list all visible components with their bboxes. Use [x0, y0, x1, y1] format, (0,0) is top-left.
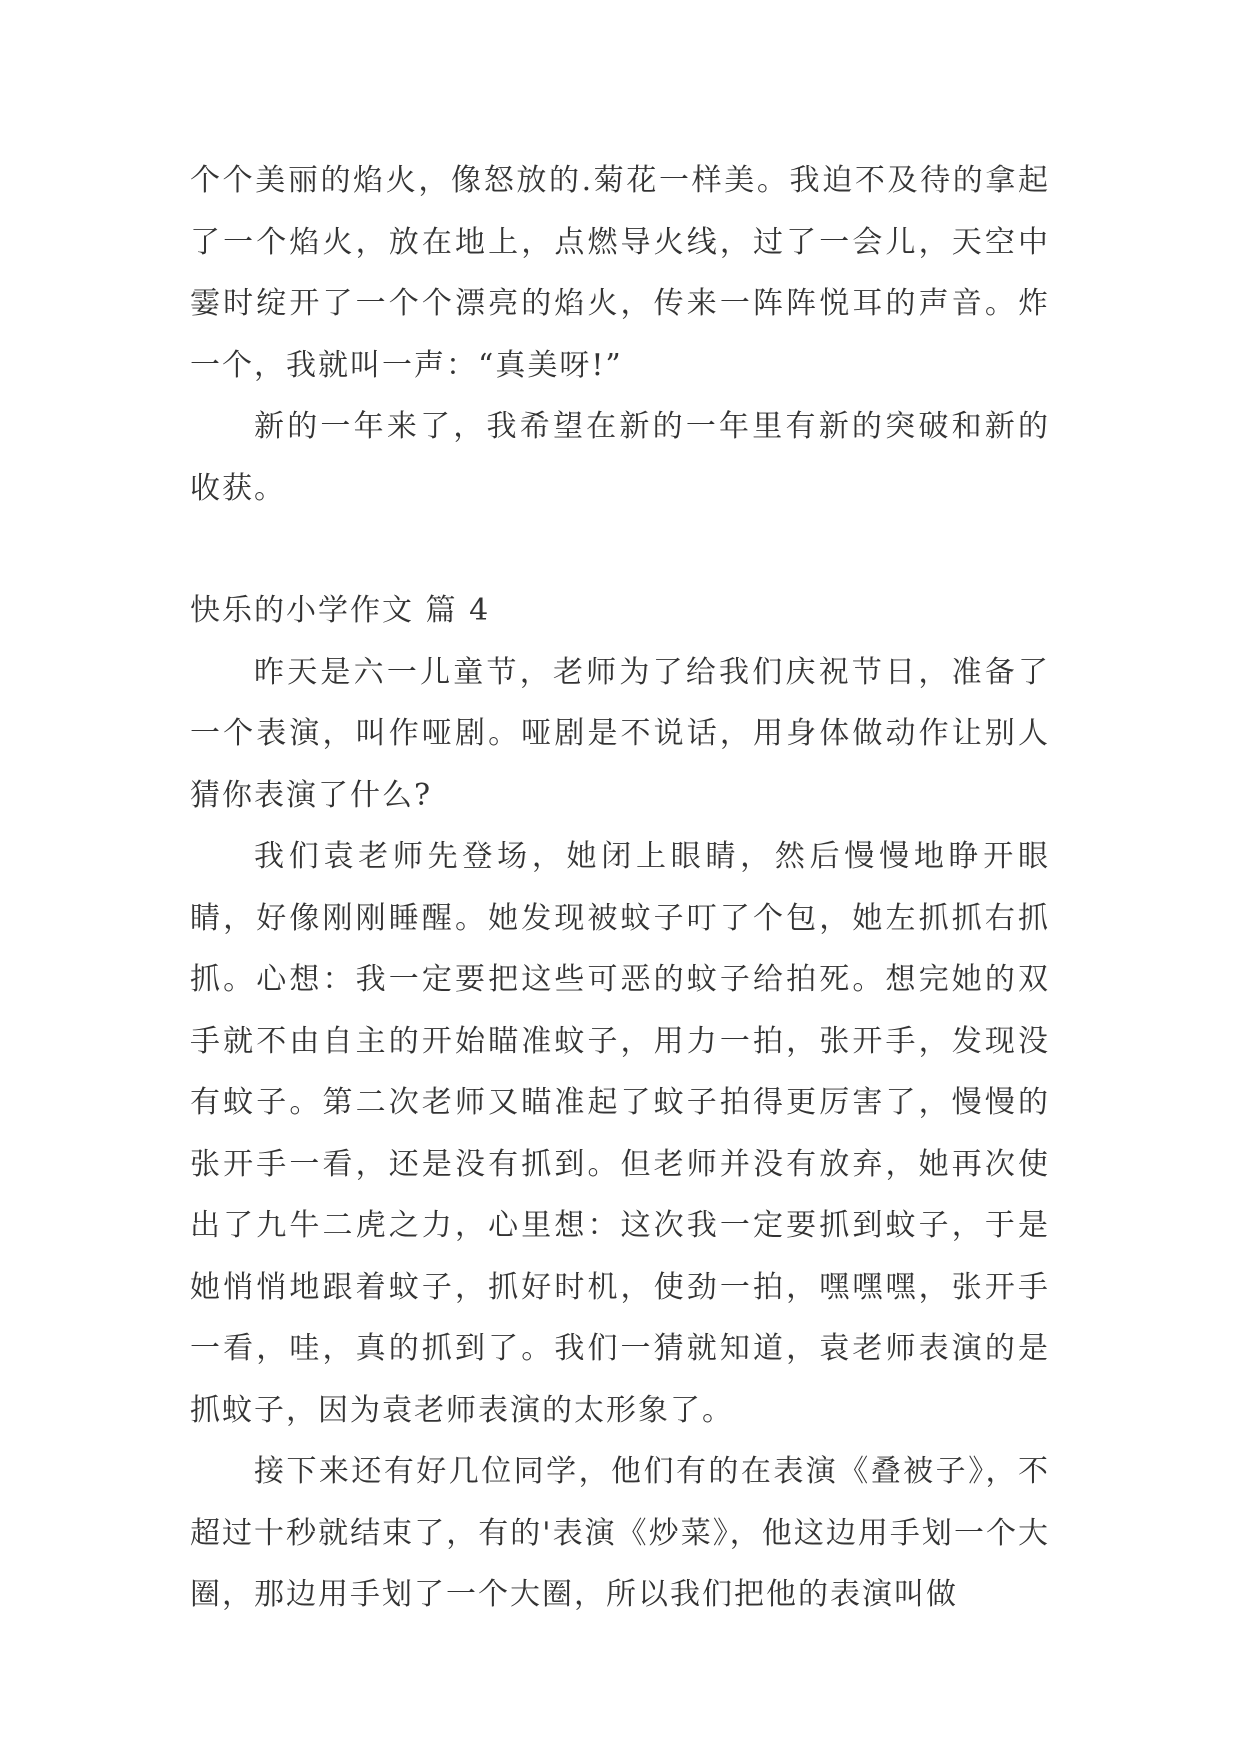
essay3-paragraph-2: 新的一年来了，我希望在新的一年里有新的突破和新的收获。	[190, 409, 1050, 506]
essay3-paragraph-1: 个个美丽的焰火，像怒放的.菊花一样美。我迫不及待的拿起了一个焰火，放在地上，点燃导火线，过了一会儿，天空中霎时绽开了一个个漂亮的焰火，传来一阵阵悦耳的声音。炸一个，我就叫一声：“真美呀!”	[190, 163, 1050, 383]
essay4-heading: 快乐的小学作文 篇 4	[190, 593, 491, 628]
document-page	[190, 150, 1050, 1626]
essay4-paragraph-2: 我们袁老师先登场，她闭上眼睛，然后慢慢地睁开眼睛，好像刚刚睡醒。她发现被蚊子叮了个包，她左抓抓右抓抓。心想：我一定要把这些可恶的蚊子给拍死。想完她的双手就不由自主的开始瞄准蚊子，用力一拍，张开手，发现没有蚊子。第二次老师又瞄准起了蚊子拍得更厉害了，慢慢的张开手一看，还是没有抓到。但老师并没有放弃，她再次使出了九牛二虎之力，心里想：这次我一定要抓到蚊子，于是她悄悄地跟着蚊子，抓好时机，使劲一拍，嘿嘿嘿，张开手一看，哇，真的抓到了。我们一猜就知道，袁老师表演的是抓蚊子，因为袁老师表演的太形象了。	[190, 839, 1050, 1428]
essay4-paragraph-1: 昨天是六一儿童节，老师为了给我们庆祝节日，准备了一个表演，叫作哑剧。哑剧是不说话，用身体做动作让别人猜你表演了什么?	[190, 654, 1050, 813]
essay4-paragraph-3: 接下来还有好几位同学，他们有的在表演《叠被子》，不超过十秒就结束了，有的'表演《炒菜》，他这边用手划一个大圈，那边用手划了一个大圈，所以我们把他的表演叫做	[190, 1454, 1050, 1612]
